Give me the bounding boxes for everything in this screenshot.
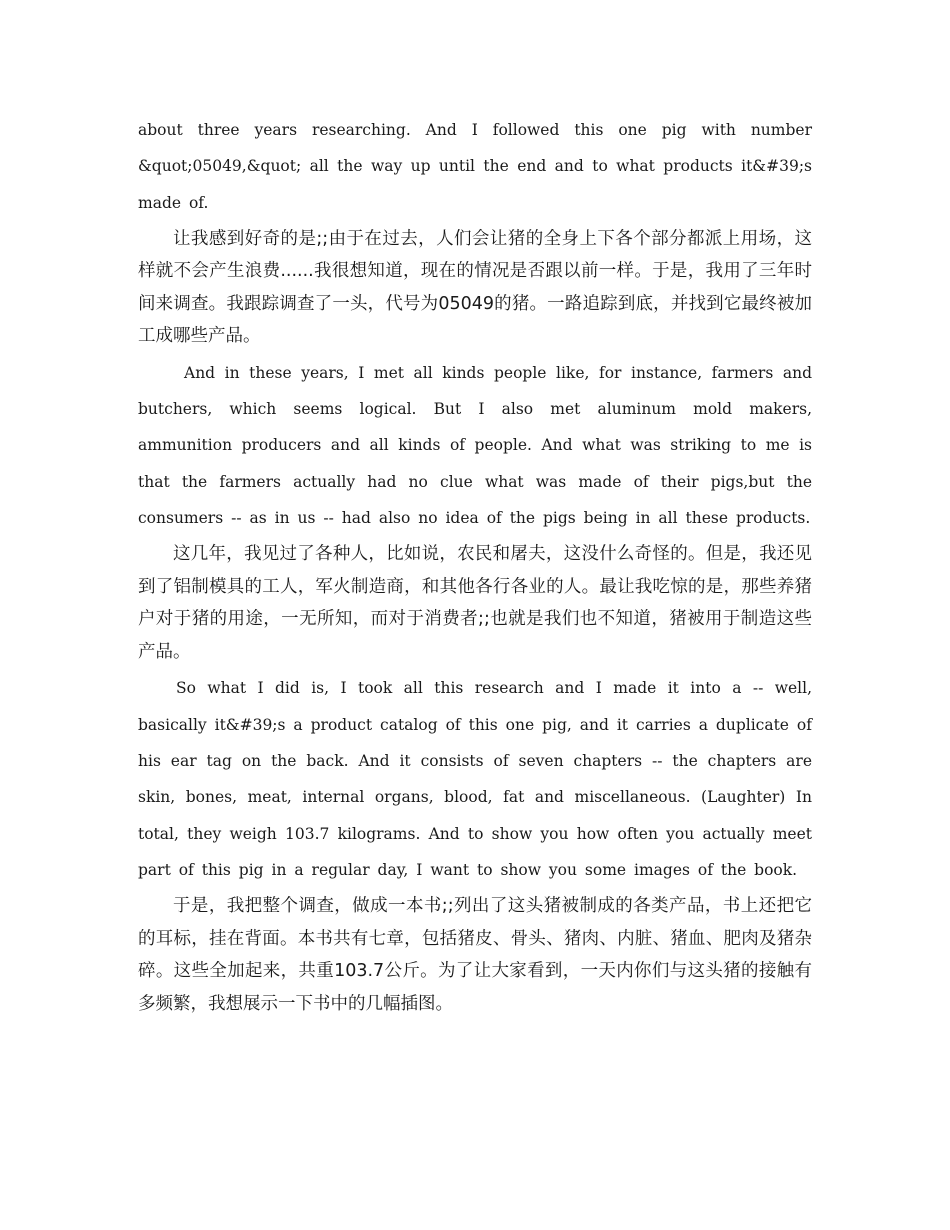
paragraph-chinese-2: 这几年，我见过了各种人，比如说，农民和屠夫，这没什么奇怪的。但是，我还见到了铝制模具的工人，军火制造商，和其他各行各业的人。最让我吃惊的是，那些养猪户对于猪的用途，一无所知，而对于消费者;;也就是我们也不知道，猪被用于制造这些产品。	[138, 544, 812, 662]
paragraph-english-1: about three years researching. And I followed this one pig with number &quot;05049,&quot; all the way up until the end and to what products it&#39;s made of.	[138, 121, 812, 212]
paragraph-english-2: And in these years, I met all kinds people like, for instance, farmers and butchers, which seems logical. But I also met aluminum mold makers, ammunition producers and all kinds of people. And what was striking to me is that the farmers actually had no clue what was made of their pigs,but the consumers -- as in us -- had also no idea of the pigs being in all these products.	[138, 363, 812, 528]
paragraph-english-3: So what I did is, I took all this research and I made it into a -- well, basically it&#39;s a product catalog of this one pig, and it carries a duplicate of his ear tag on the back. And it consists of seven chapters -- the chapters are skin, bones, meat, internal organs, blood, fat and miscellaneous. (Laughter) In total, they weigh 103.7 kilograms. And to show you how often you actually meet part of this pig in a regular day, I want to show you some images of the book.	[138, 679, 812, 879]
paragraph-chinese-3: 于是，我把整个调查，做成一本书;;列出了这头猪被制成的各类产品，书上还把它的耳标，挂在背面。本书共有七章，包括猪皮、骨头、猪肉、内脏、猪血、肥肉及猪杂碎。这些全加起来，共重103.7公斤。为了让大家看到，一天内你们与这头猪的接触有多频繁，我想展示一下书中的几幅插图。	[138, 896, 812, 1014]
paragraph-chinese-1: 让我感到好奇的是;;由于在过去，人们会让猪的全身上下各个部分都派上用场，这样就不会产生浪费......我很想知道，现在的情况是否跟以前一样。于是，我用了三年时间来调查。我跟踪调查了一头，代号为05049的猪。一路追踪到底，并找到它最终被加工成哪些产品。	[138, 228, 812, 347]
document-page	[138, 112, 812, 1022]
